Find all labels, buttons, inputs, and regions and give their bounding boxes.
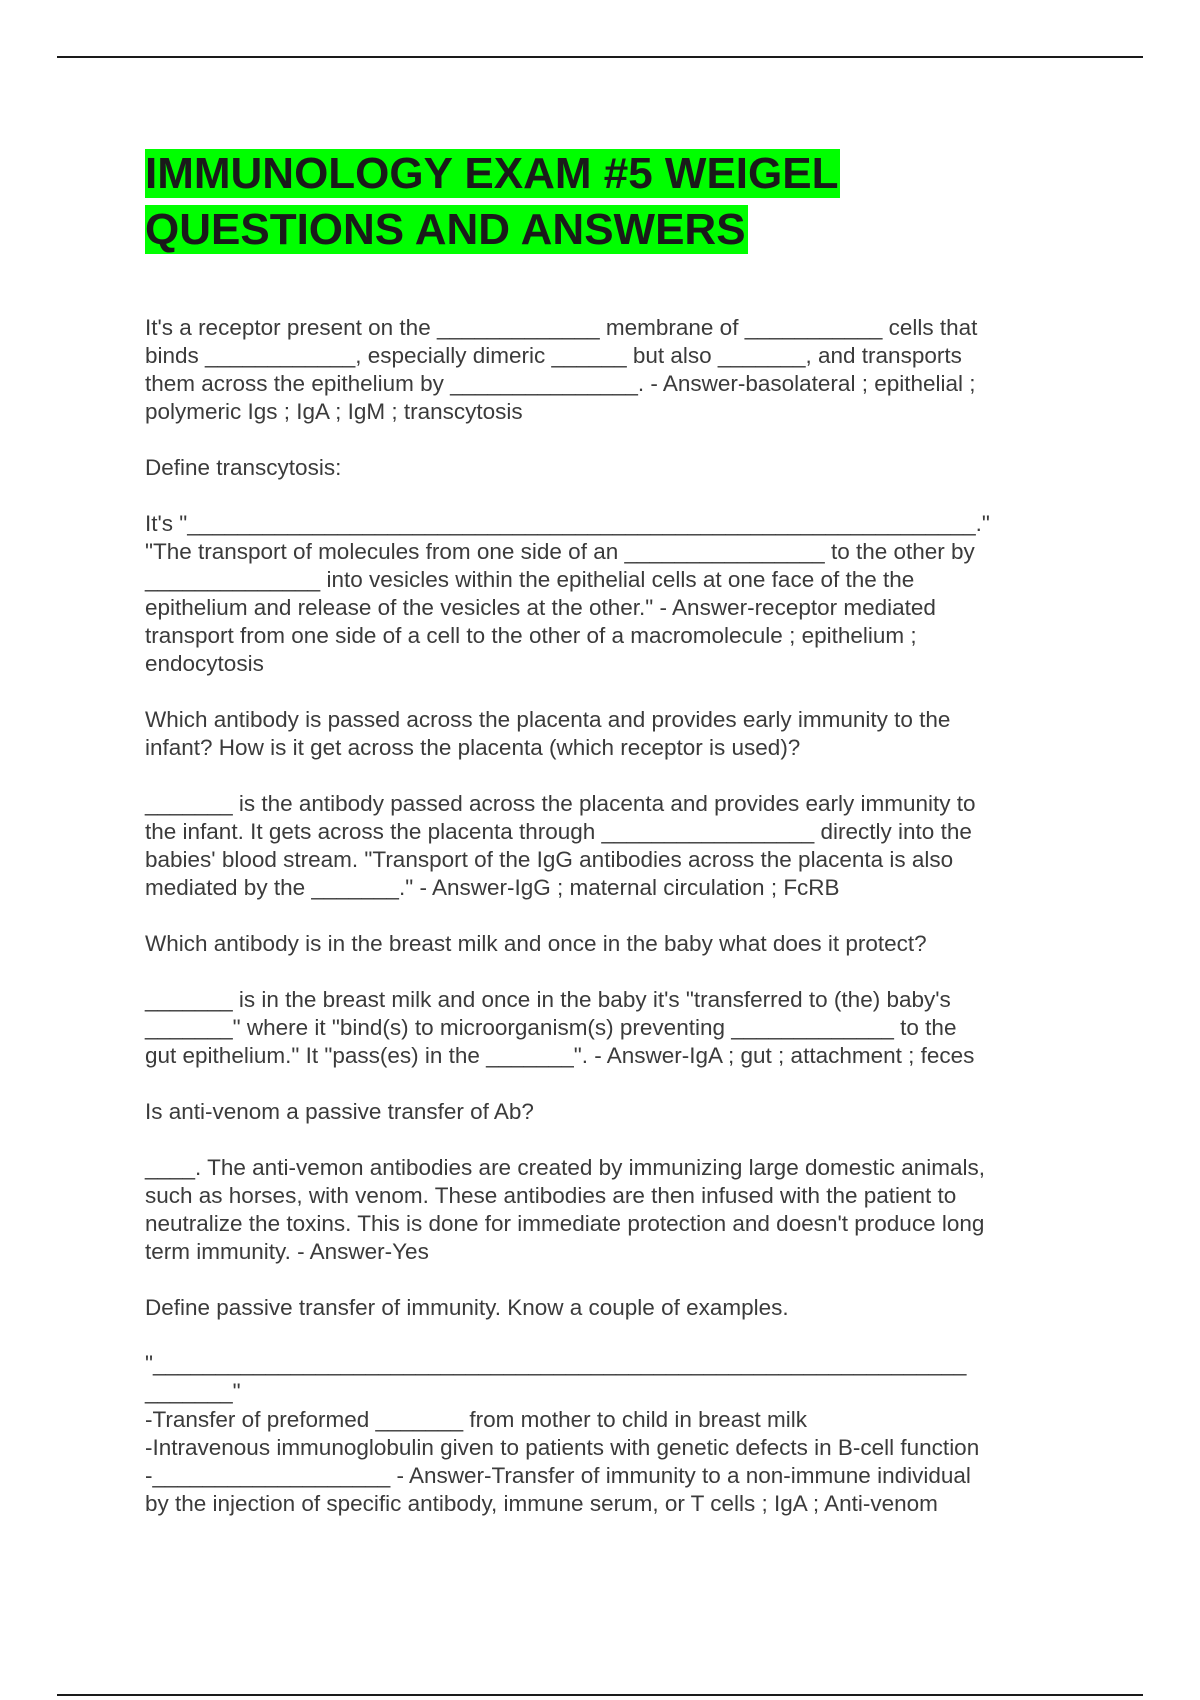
paragraph-passive-transfer-answer: "_________________________________________________________________ _______" -Transfer of preformed _______ from mother to child in breast milk -Intravenous immunoglobulin given to patients with genetic defects in B-cell function -___________________ - Answer-Transfer of immunity to a non-immune individual by the injection of specific antibody, immune serum, or T cells ; IgA ; Anti-venom: [145, 1351, 980, 1516]
paragraph-breast-milk-answer: _______ is in the breast milk and once in the baby it's "transferred to (the) baby's _______" where it "bind(s) to microorganism(s) preventing _____________ to the gut epithelium." It "pass(es) in the _______". - Answer-IgA ; gut ; attachment ; feces: [145, 987, 975, 1068]
question-placenta-antibody: Which antibody is passed across the placenta and provides early immunity to the infant? How is it get across the placenta (which receptor is used)?: [145, 707, 951, 760]
paragraph-receptor-answer: It's a receptor present on the _____________ membrane of ___________ cells that binds ____________, especially dimeric ______ but also _______, and transports them across the epithelium by _______________. - Answer-basolateral ; epithelial ; polymeric Igs ; IgA ; IgM ; transcytosis: [145, 315, 978, 424]
paragraph-anti-venom-answer: ____. The anti-vemon antibodies are created by immunizing large domestic animals, such as horses, with venom. These antibodies are then infused with the patient to neutralize the toxins. This is done for immediate protection and doesn't produce long term immunity. - Answer-Yes: [145, 1155, 986, 1264]
document-body: [145, 146, 1055, 1546]
paragraph-transcytosis-answer: It's "_______________________________________________________________." "The transport of molecules from one side of an ________________ to the other by ______________ into vesicles within the epithelial cells at one face of the the epithelium and release of the vesicles at the other." - Answer-receptor mediated transport from one side of a cell to the other of a macromolecule ; epithelium ; endocytosis: [145, 511, 990, 676]
paragraph-placenta-answer: _______ is the antibody passed across the placenta and provides early immunity to the infant. It gets across the placenta through _________________ directly into the babies' blood stream. "Transport of the IgG antibodies across the placenta is also mediated by the _______." - Answer-IgG ; maternal circulation ; FcRB: [145, 791, 976, 900]
title-line-1: IMMUNOLOGY EXAM #5 WEIGEL: [145, 149, 839, 198]
question-anti-venom: Is anti-venom a passive transfer of Ab?: [145, 1099, 534, 1124]
document-title: [145, 146, 1055, 258]
question-breast-milk-antibody: Which antibody is in the breast milk and once in the baby what does it protect?: [145, 931, 927, 956]
title-line-2: QUESTIONS AND ANSWERS: [145, 205, 746, 254]
bottom-rule: [57, 1694, 1143, 1696]
question-define-transcytosis: Define transcytosis:: [145, 455, 342, 480]
question-passive-transfer: Define passive transfer of immunity. Know a couple of examples.: [145, 1295, 789, 1320]
top-rule: [57, 56, 1143, 58]
